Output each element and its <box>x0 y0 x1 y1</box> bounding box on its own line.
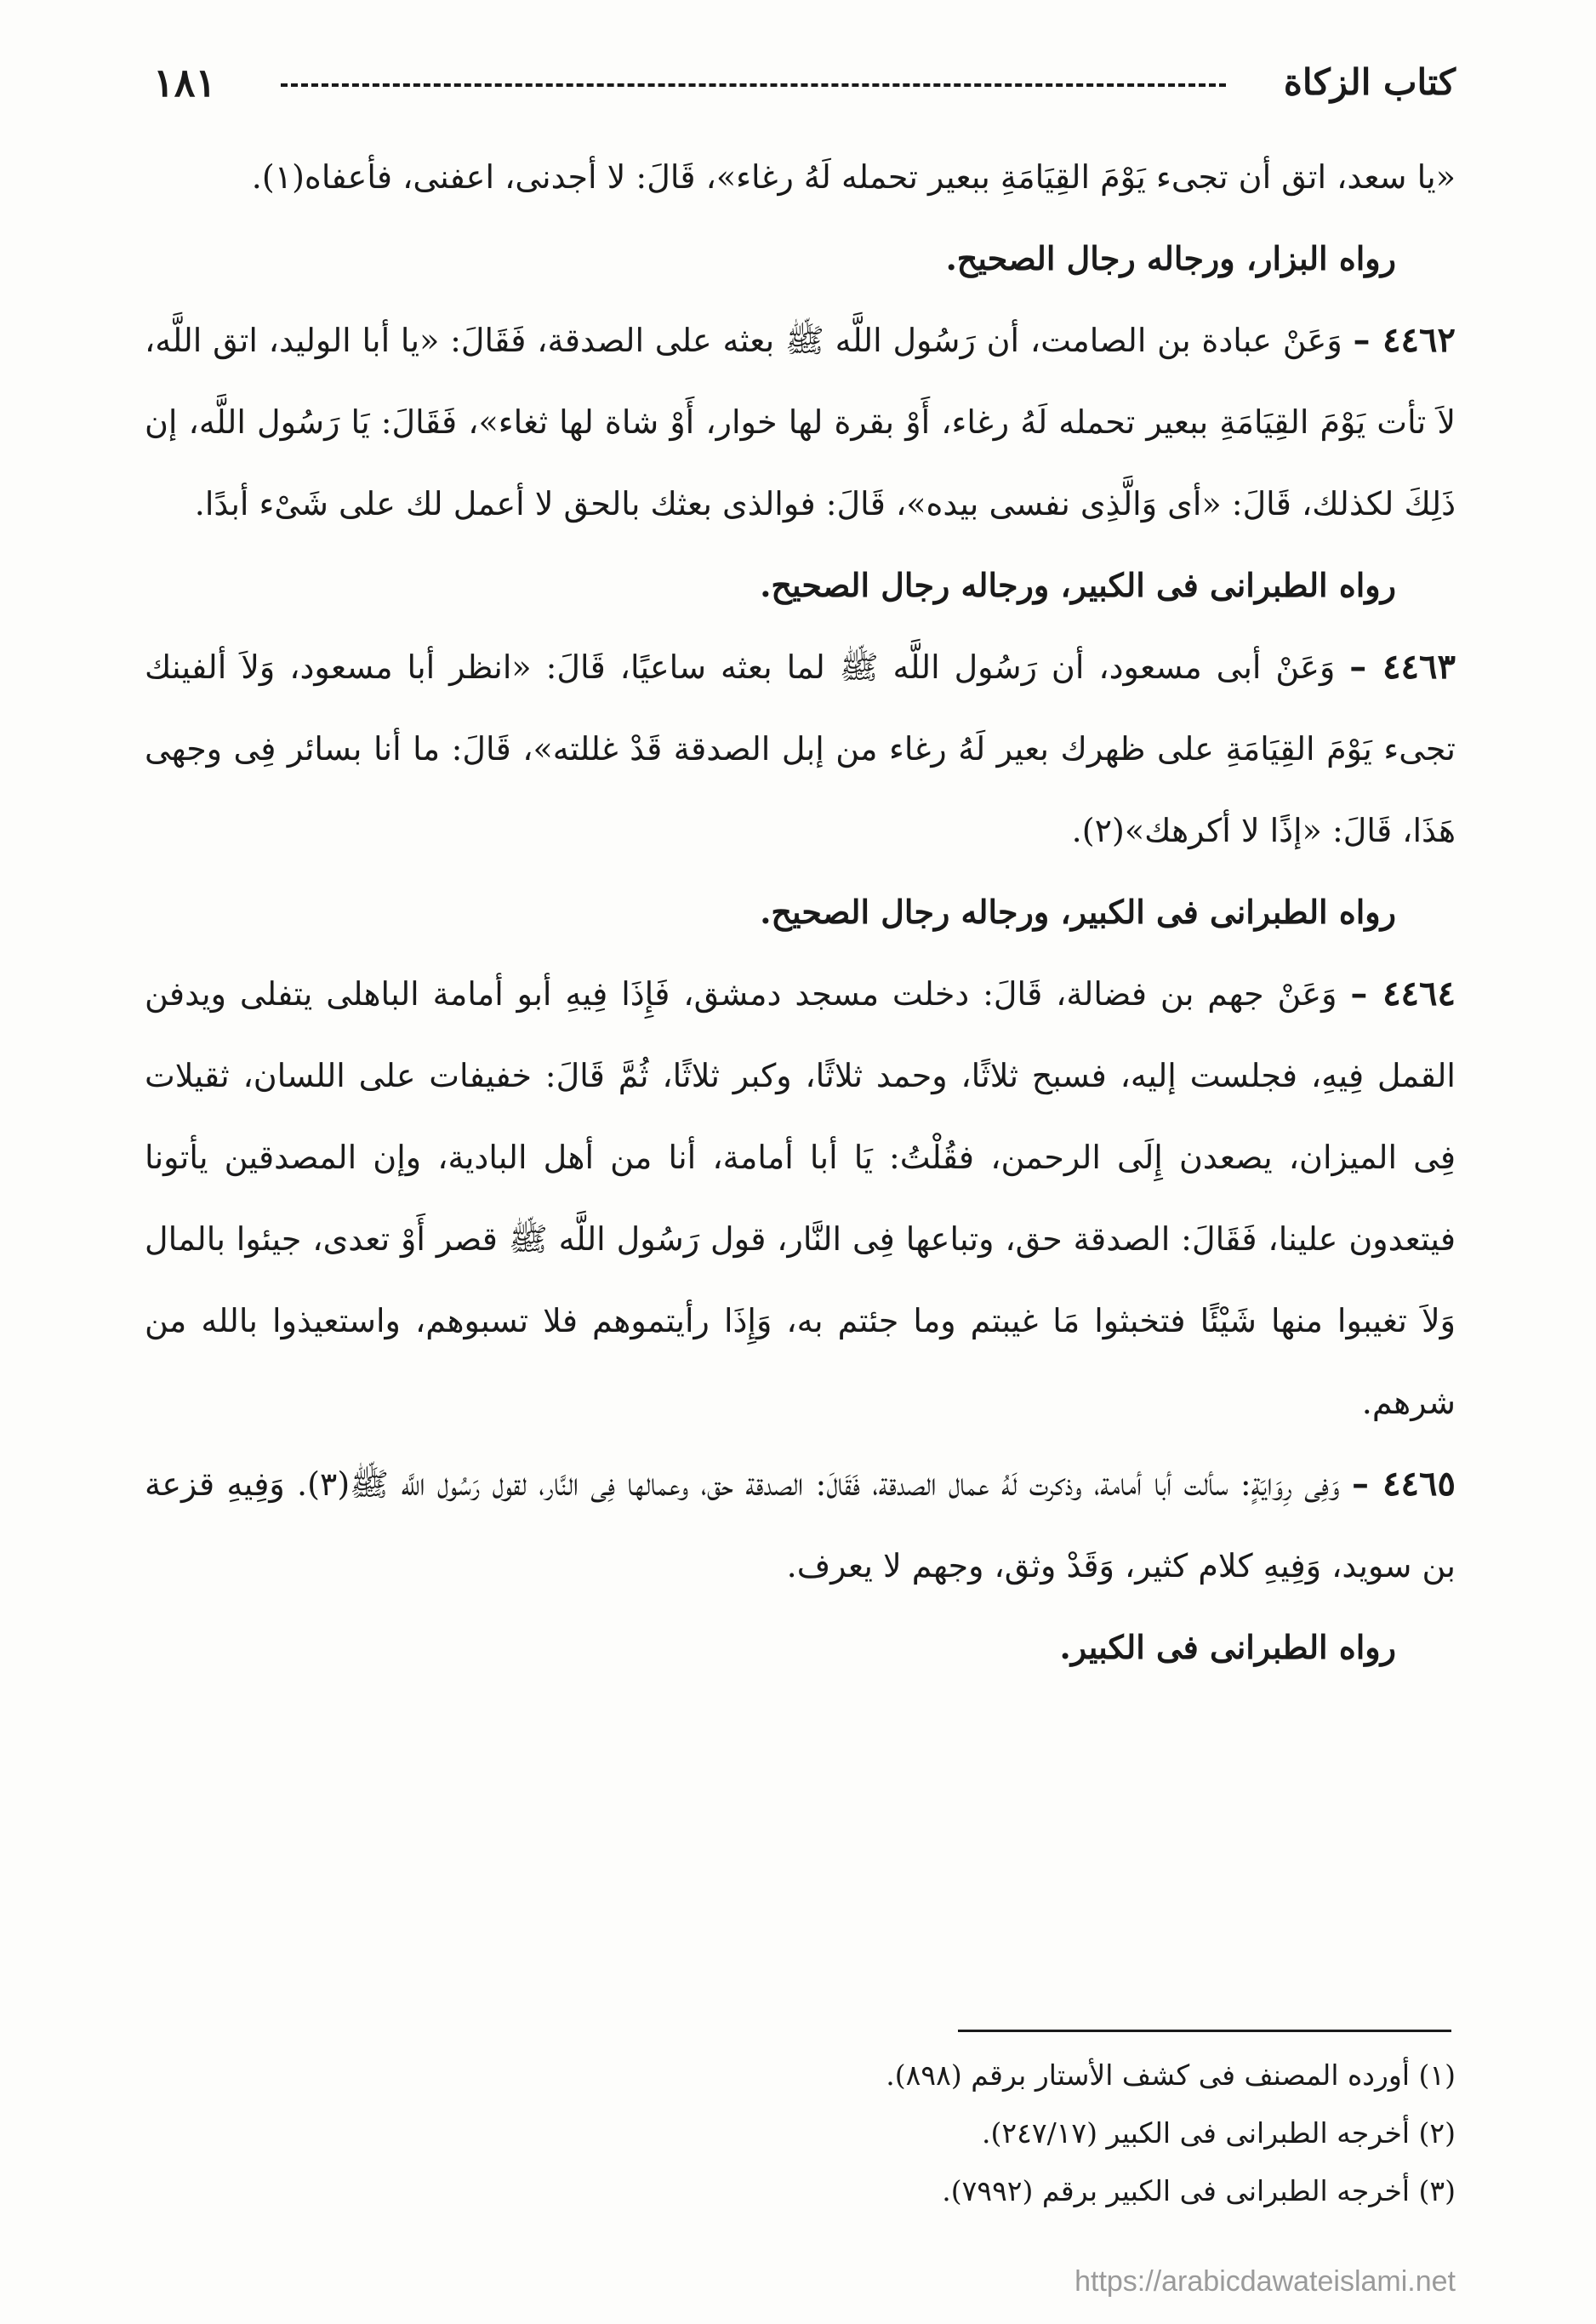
source-note <box>145 218 1456 300</box>
hadith-4465 <box>145 1443 1456 1607</box>
source-text: رواه الطبرانى فى الكبير. <box>1059 1628 1396 1666</box>
paragraph-intro: «يا سعد، اتق أن تجىء يَوْمَ القِيَامَةِ ببعير تحمله لَهُ رغاء»، قَالَ: لا أجدنى، اعفنى، فأعفاه(١). <box>251 158 1456 196</box>
footnotes <box>340 2047 1456 2220</box>
page-number: ١٨١ <box>153 60 217 106</box>
hadith-number: ٤٤٦٣ – <box>1349 647 1456 687</box>
hadith-4462 <box>145 300 1456 545</box>
hadith-number: ٤٤٦٤ – <box>1350 974 1456 1014</box>
page-body <box>145 136 1456 1688</box>
source-text: رواه الطبرانى فى الكبير، ورجاله رجال الصحيح. <box>760 566 1396 604</box>
source-note <box>145 545 1456 626</box>
footnote-3: (٣) أخرجه الطبرانى فى الكبير برقم (٧٩٩٢). <box>942 2174 1456 2207</box>
hadith-text: وَفِى رِوَايَةٍ: سألت أبا أمامة، وذكرت لَهُ عمال الصدقة، فَقَالَ: الصدقة حق، وعمالها فِى النَّار، لقول رَسُول اللَّه ﷺ(٣). وَفِيهِ قزعة بن سويد، وَفِيهِ كلام كثير، وَقَدْ وثق، وجهم لا يعرف. <box>145 1465 1456 1585</box>
hadith-4464 <box>145 953 1456 1443</box>
footnote-divider <box>958 2030 1451 2032</box>
source-text: رواه الطبرانى فى الكبير، ورجاله رجال الصحيح. <box>760 893 1396 931</box>
footnote-1: (١) أورده المصنف فى كشف الأستار برقم (٨٩٨). <box>886 2058 1456 2092</box>
running-title: كتاب الزكاة <box>1283 61 1456 103</box>
hadith-number: ٤٤٦٥ – <box>1351 1464 1456 1504</box>
footnote-2: (٢) أخرجه الطبرانى فى الكبير (٢٤٧/١٧). <box>982 2116 1456 2150</box>
hadith-text: وَعَنْ عبادة بن الصامت، أن رَسُول اللَّه ﷺ بعثه على الصدقة، فَقَالَ: «يا أبا الوليد، اتق اللَّه، لاَ تأت يَوْمَ القِيَامَةِ ببعير تحمله لَهُ رغاء، أَوْ بقرة لها خوار، أَوْ شاة لها ثغاء»، فَقَالَ: يَا رَسُول اللَّه، إن ذَلِكَ لكذلك، قَالَ: «أى وَالَّذِى نفسى بيده»، قَالَ: فوالذى بعثك بالحق لا أعمل لك على شَىْء أبدًا. <box>145 322 1456 522</box>
hadith-text: وَعَنْ جهم بن فضالة، قَالَ: دخلت مسجد دمشق، فَإِذَا فِيهِ أبو أمامة الباهلى يتفلى ويدفن القمل فِيهِ، فجلست إليه، فسبح ثلاثًا، وحمد ثلاثًا، وكبر ثلاثًا، ثُمَّ قَالَ: خفيفات على اللسان، ثقيلات فِى الميزان، يصعدن إِلَى الرحمن، فقُلْتُ: يَا أبا أمامة، أنا من أهل البادية، وإن المصدقين يأتونا فيتعدون علينا، فَقَالَ: الصدقة حق، وتباعها فِى النَّار، قول رَسُول اللَّه ﷺ قصر أَوْ تعدى، جيئوا بالمال وَلاَ تغيبوا منها شَيْئًا فتخبثوا مَا غيبتم وما جئتم به، وَإِذَا رأيتموهم فلا تسبوهم، واستعيذوا بالله من شرهم. <box>145 975 1456 1421</box>
hadith-number: ٤٤٦٢ – <box>1353 320 1456 360</box>
hadith-4463 <box>145 626 1456 871</box>
source-text: رواه البزار، ورجاله رجال الصحيح. <box>945 239 1396 277</box>
watermark-url: https://arabicdawateislami.net <box>1074 2265 1456 2298</box>
header-dashed-rule <box>281 83 1226 87</box>
hadith-text: وَعَنْ أبى مسعود، أن رَسُول اللَّه ﷺ لما بعثه ساعيًا، قَالَ: «انظر أبا مسعود، وَلاَ ألفينك تجىء يَوْمَ القِيَامَةِ على ظهرك بعير لَهُ رغاء من إبل الصدقة قَدْ غللته»، قَالَ: ما أنا بسائر فِى وجهى هَذَا، قَالَ: «إذًا لا أكرهك»(٢). <box>145 648 1456 849</box>
source-note <box>145 871 1456 953</box>
source-note <box>145 1607 1456 1688</box>
page-header <box>153 53 1456 112</box>
